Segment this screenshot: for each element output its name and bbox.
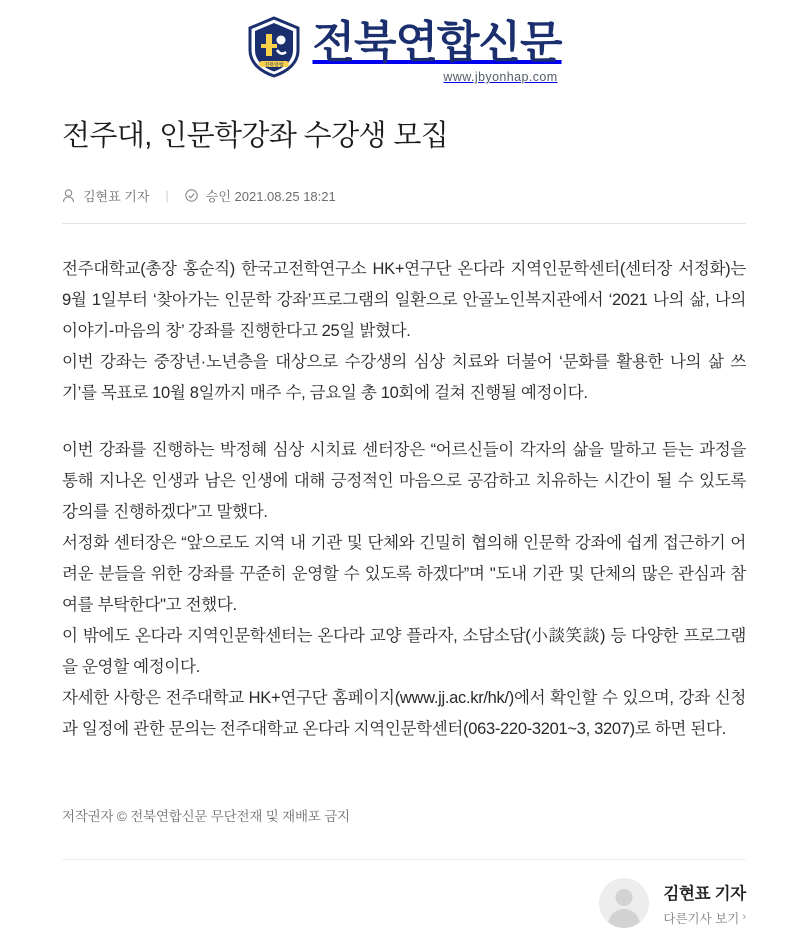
- article-container: [0, 116, 808, 928]
- byline-author[interactable]: 김현표 기자: [83, 189, 150, 204]
- svg-text:전북연합: 전북연합: [264, 63, 285, 69]
- article-paragraph: 이번 강좌는 중장년·노년층을 대상으로 수강생의 심상 치료와 더불어 ‘문화를 활용한 나의 삶 쓰기’를 목표로 10월 8일까지 매주 수, 금요일 총 10회에 걸쳐 진행될 예정이다.: [62, 353, 746, 402]
- person-icon: [62, 189, 75, 203]
- jbyonhap-emblem-icon: [246, 16, 302, 78]
- site-masthead: [0, 0, 808, 84]
- article-paragraph: 자세한 사항은 전주대학교 HK+연구단 홈페이지(www.jj.ac.kr/hk/)에서 확인할 수 있으며, 강좌 신청과 일정에 관한 문의는 전주대학교 온다라 지역인문학센터(063-220-3201~3, 3207)로 하면 된다.: [62, 689, 746, 738]
- page-title: 전주대, 인문학강좌 수강생 모집: [62, 120, 449, 152]
- site-title: 전북연합신문: [312, 18, 562, 67]
- copyright-notice: 저작권자 © 전북연합신문 무단전재 및 재배포 금지: [62, 809, 350, 824]
- article-paragraph: 서정화 센터장은 “앞으로도 지역 내 기관 및 단체와 긴밀히 협의해 인문학 강좌에 쉽게 접근하기 어려운 분들을 위한 강좌를 꾸준히 운영할 수 있도록 하겠다”며 "도내 기관 및 단체의 많은 관심과 참여를 부탁한다"고 전했다.: [62, 534, 746, 614]
- logo-text-block: [312, 16, 561, 84]
- chevron-right-icon: ›: [742, 911, 746, 923]
- check-circle-icon: [185, 189, 198, 202]
- byline-separator: |: [165, 188, 169, 203]
- reporter-meta: [663, 880, 746, 927]
- site-url: www.jbyonhap.com: [443, 70, 558, 84]
- byline: [62, 186, 746, 205]
- reporter-name: 김현표 기자: [663, 884, 746, 903]
- article-body: [62, 254, 746, 745]
- reporter-card: [62, 859, 746, 928]
- article-paragraph: 이 밖에도 온다라 지역인문학센터는 온다라 교양 플라자, 소담소담(小談笑談) 등 다양한 프로그램을 운영할 예정이다.: [62, 627, 746, 676]
- article-paragraph: 전주대학교(총장 홍순직) 한국고전학연구소 HK+연구단 온다라 지역인문학센터(센터장 서정화)는 9월 1일부터 ‘찾아가는 인문학 강좌’프로그램의 일환으로 안골노인복지관에서 ‘2021 나의 삶, 나의 이야기-마음의 창’ 강좌를 진행한다고 25일 밝혔다.: [62, 260, 746, 340]
- article-paragraph: 이번 강좌를 진행하는 박정혜 심상 시치료 센터장은 “어르신들이 각자의 삶을 말하고 듣는 과정을 통해 지나온 인생과 남은 인생에 대해 긍정적인 마음으로 공감하고 치유하는 시간이 될 수 있도록 강의를 진행하겠다”고 말했다.: [62, 441, 746, 521]
- header-divider: [62, 223, 746, 224]
- reporter-more-articles-link[interactable]: [663, 909, 746, 927]
- site-logo-link[interactable]: [246, 16, 561, 84]
- avatar-placeholder-icon: [599, 878, 649, 928]
- byline-approved-date: 승인 2021.08.25 18:21: [205, 189, 336, 204]
- reporter-more-label: 다른기사 보기: [663, 911, 740, 926]
